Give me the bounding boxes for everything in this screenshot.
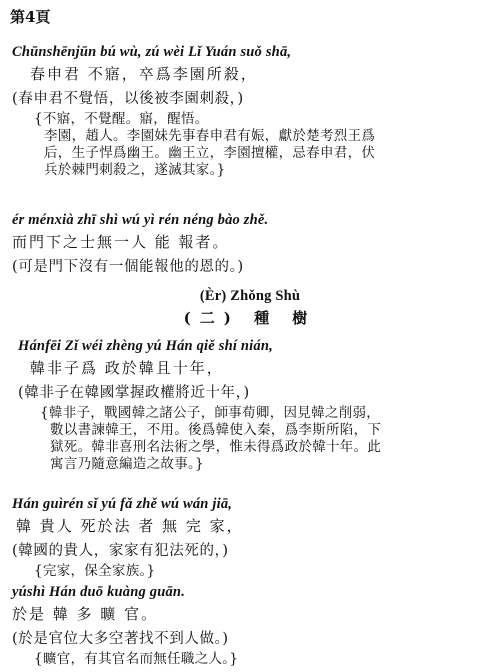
passage-5 — [0, 584, 500, 668]
pinyin-line: ér ménxià zhī shì wú yì rén néng bào zhě. — [12, 212, 269, 228]
note-line: 后，生子悍爲幽王。幽王立，李園擅權，忌春申君，伏 — [44, 145, 376, 161]
chinese-line: 於是 韓 多 曠 官。 — [12, 605, 159, 623]
note-line: 寓言乃隨意編造之故事。} — [50, 456, 204, 472]
chinese-line: 春申君 不寤，卒爲李園所殺， — [30, 65, 258, 83]
chinese-line: 而門下之士無一人 能 報者。 — [12, 233, 230, 251]
passage-2 — [0, 212, 500, 276]
pinyin-line: yúshì Hán duō kuàng guān. — [12, 584, 186, 600]
passage-1 — [0, 44, 500, 179]
note-line: 數以書諫韓王，不用。後爲韓使入秦，爲李斯所陷，下 — [50, 422, 382, 438]
note-line: {完家，保全家族。} — [34, 563, 156, 579]
annotation-note — [34, 563, 500, 580]
passage-3 — [0, 338, 500, 473]
paraphrase-line: (春申君不覺悟，以後被李園刺殺，) — [12, 91, 244, 107]
chinese-line: 韓 貴人 死於法 者 無 完 家， — [16, 517, 244, 535]
pinyin-line: Chūnshēnjūn bú wù, zú wèi Lǐ Yuán suǒ shā, — [12, 44, 292, 60]
section-title — [0, 288, 500, 328]
paraphrase-line: (可是門下沒有一個能報他的恩的。) — [12, 259, 244, 275]
title-chinese: (二) 種 樹 — [183, 309, 317, 327]
note-line: {韓非子，戰國韓之諸公子，師事荀卿，因見韓之削弱， — [40, 405, 381, 421]
annotation-note — [40, 405, 500, 473]
page-number-label: 第4頁 — [10, 8, 51, 26]
pinyin-line: Hán guìrén sǐ yú fǎ zhě wú wán jiā, — [12, 496, 233, 512]
note-line: {曠官，有其官名而無任職之人。} — [34, 651, 239, 667]
note-line: 兵於棘門刺殺之，遂滅其家。} — [44, 162, 226, 178]
paraphrase-line: (於是官位大多空著找不到人做。) — [12, 631, 229, 647]
note-line: {不寤，不覺醒。寤，醒悟。 — [34, 111, 209, 127]
annotation-note — [34, 111, 500, 179]
title-pinyin-text: (Èr) Zhǒng Shù — [199, 288, 301, 304]
passage-4 — [0, 496, 500, 580]
paraphrase-line: (韓國的貴人，家家有犯法死的，) — [12, 543, 229, 559]
note-line: 李園，趙人。李園妹先事春申君有娠，獻於楚考烈王爲 — [44, 128, 376, 144]
annotation-note — [34, 651, 500, 668]
note-line: 獄死。韓非喜刑名法術之學，惟未得爲政於韓十年。此 — [50, 439, 382, 455]
title-pinyin — [0, 288, 500, 305]
pinyin-line: Hánfēi Zǐ wéi zhèng yú Hán qiě shí nián, — [18, 338, 273, 354]
chinese-line: 韓非子爲 政於韓且十年， — [30, 359, 224, 377]
paraphrase-line: (韓非子在韓國掌握政權將近十年，) — [18, 385, 250, 401]
